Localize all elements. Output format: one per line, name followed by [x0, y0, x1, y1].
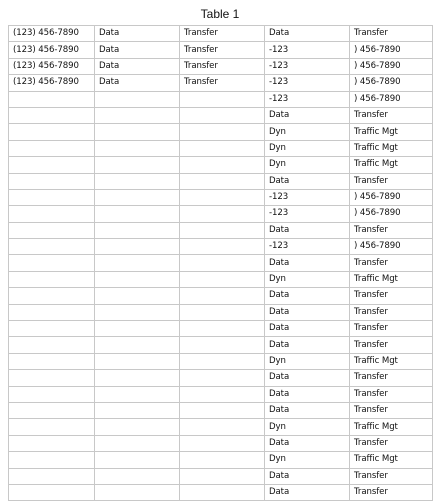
table-cell — [180, 386, 265, 402]
table-cell: ) 456-7890 — [350, 189, 433, 205]
table-cell: (123) 456-7890 — [9, 42, 95, 58]
table-cell — [95, 222, 180, 238]
table-cell: -123 — [265, 58, 350, 74]
table-cell: Transfer — [350, 370, 433, 386]
table-cell — [95, 337, 180, 353]
table-cell — [95, 157, 180, 173]
table-cell: Transfer — [180, 42, 265, 58]
table-cell — [9, 255, 95, 271]
table-cell: ) 456-7890 — [350, 42, 433, 58]
table-cell — [180, 206, 265, 222]
table-cell: Dyn — [265, 452, 350, 468]
table-cell — [9, 288, 95, 304]
table-cell — [95, 419, 180, 435]
table-cell: Data — [265, 402, 350, 418]
table-row — [9, 107, 433, 123]
table-cell — [9, 435, 95, 451]
table-cell — [180, 452, 265, 468]
table-row — [9, 452, 433, 468]
table-cell: Transfer — [350, 107, 433, 123]
table-cell: -123 — [265, 206, 350, 222]
table-cell: Data — [265, 386, 350, 402]
table-row — [9, 75, 433, 91]
table-cell: Transfer — [350, 288, 433, 304]
table-cell: Transfer — [350, 304, 433, 320]
table-row — [9, 206, 433, 222]
table-cell: -123 — [265, 42, 350, 58]
table-row — [9, 173, 433, 189]
table-cell — [180, 304, 265, 320]
table-cell — [180, 370, 265, 386]
table-cell: Data — [265, 26, 350, 42]
table-cell — [95, 435, 180, 451]
table-cell — [95, 140, 180, 156]
table-cell: Traffic Mgt — [350, 353, 433, 369]
table-cell — [95, 402, 180, 418]
table-row — [9, 124, 433, 140]
table-cell: Data — [95, 58, 180, 74]
table-cell: Transfer — [350, 484, 433, 500]
table-cell: Dyn — [265, 157, 350, 173]
table-cell — [180, 402, 265, 418]
table-cell: Data — [265, 484, 350, 500]
table-cell — [95, 91, 180, 107]
table-cell: Dyn — [265, 419, 350, 435]
table-cell — [9, 386, 95, 402]
table-row — [9, 337, 433, 353]
table-cell: Traffic Mgt — [350, 271, 433, 287]
table-cell — [9, 173, 95, 189]
table-cell — [180, 157, 265, 173]
table-cell — [95, 124, 180, 140]
table-cell: (123) 456-7890 — [9, 26, 95, 42]
table-cell — [9, 468, 95, 484]
table-cell: -123 — [265, 239, 350, 255]
table-cell: ) 456-7890 — [350, 75, 433, 91]
table-cell — [95, 484, 180, 500]
table-cell: Transfer — [180, 26, 265, 42]
table-cell: (123) 456-7890 — [9, 75, 95, 91]
table-cell — [95, 304, 180, 320]
table-cell: Dyn — [265, 124, 350, 140]
table-cell: (123) 456-7890 — [9, 58, 95, 74]
table-cell: Transfer — [350, 468, 433, 484]
table-cell — [180, 271, 265, 287]
table-cell: Data — [265, 288, 350, 304]
table-cell — [9, 419, 95, 435]
table-cell — [95, 353, 180, 369]
table-cell: -123 — [265, 75, 350, 91]
table-body — [9, 26, 433, 501]
table-row — [9, 288, 433, 304]
table-cell — [95, 468, 180, 484]
table-cell — [180, 173, 265, 189]
table-cell — [180, 140, 265, 156]
table-row — [9, 304, 433, 320]
table-cell — [95, 370, 180, 386]
table-cell — [9, 337, 95, 353]
table-title: Table 1 — [200, 7, 240, 21]
table-row — [9, 255, 433, 271]
table-cell — [9, 91, 95, 107]
table-row — [9, 386, 433, 402]
table-cell: Data — [265, 321, 350, 337]
table-cell — [180, 239, 265, 255]
table-row — [9, 42, 433, 58]
table-cell: -123 — [265, 91, 350, 107]
table-cell — [95, 107, 180, 123]
table-row — [9, 419, 433, 435]
table-row — [9, 189, 433, 205]
table-cell: Dyn — [265, 140, 350, 156]
table-cell: Data — [95, 26, 180, 42]
table-cell — [180, 91, 265, 107]
table-cell: Transfer — [350, 337, 433, 353]
table-cell — [9, 321, 95, 337]
table-row — [9, 468, 433, 484]
table-cell — [9, 124, 95, 140]
table-cell — [9, 304, 95, 320]
table-cell — [180, 189, 265, 205]
table-cell — [9, 353, 95, 369]
table-row — [9, 91, 433, 107]
table-cell — [180, 419, 265, 435]
table-cell — [9, 222, 95, 238]
table-row — [9, 157, 433, 173]
table-cell — [95, 452, 180, 468]
table-cell — [9, 370, 95, 386]
table-row — [9, 271, 433, 287]
table-cell — [95, 189, 180, 205]
table-cell: Traffic Mgt — [350, 124, 433, 140]
table-row — [9, 58, 433, 74]
table-row — [9, 435, 433, 451]
table-cell — [180, 468, 265, 484]
table-cell: Data — [265, 173, 350, 189]
table-row — [9, 222, 433, 238]
table-cell: Transfer — [350, 173, 433, 189]
table-cell — [9, 452, 95, 468]
table-row — [9, 140, 433, 156]
table-cell: Transfer — [350, 255, 433, 271]
table-row — [9, 26, 433, 42]
table-cell: Traffic Mgt — [350, 140, 433, 156]
table-cell — [9, 107, 95, 123]
table-row — [9, 484, 433, 500]
table-cell: Traffic Mgt — [350, 419, 433, 435]
table-cell: ) 456-7890 — [350, 91, 433, 107]
table-cell: Transfer — [180, 58, 265, 74]
table-row — [9, 239, 433, 255]
table-cell: Traffic Mgt — [350, 157, 433, 173]
table-cell: Transfer — [350, 402, 433, 418]
table-cell — [180, 484, 265, 500]
table-cell: Data — [265, 435, 350, 451]
table-cell — [9, 402, 95, 418]
table-cell: Traffic Mgt — [350, 452, 433, 468]
table-cell — [9, 189, 95, 205]
data-table — [8, 25, 433, 501]
table-cell: ) 456-7890 — [350, 58, 433, 74]
table-cell: Data — [95, 42, 180, 58]
table-cell: Data — [265, 370, 350, 386]
table-cell: Transfer — [350, 222, 433, 238]
table-cell: Data — [265, 468, 350, 484]
table-cell — [95, 173, 180, 189]
table-cell: Transfer — [350, 321, 433, 337]
table-cell — [180, 321, 265, 337]
table-cell: Transfer — [350, 26, 433, 42]
table-cell — [180, 353, 265, 369]
table-cell — [9, 239, 95, 255]
table-cell: Transfer — [180, 75, 265, 91]
table-cell: ) 456-7890 — [350, 239, 433, 255]
table-cell — [9, 157, 95, 173]
table-cell — [9, 206, 95, 222]
table-cell: Dyn — [265, 271, 350, 287]
table-cell: Data — [265, 255, 350, 271]
table-cell: Transfer — [350, 435, 433, 451]
table-cell: -123 — [265, 189, 350, 205]
table-cell — [180, 222, 265, 238]
table-cell — [95, 239, 180, 255]
table-cell: ) 456-7890 — [350, 206, 433, 222]
table-row — [9, 402, 433, 418]
table-cell: Data — [265, 222, 350, 238]
table-cell: Dyn — [265, 353, 350, 369]
table-cell: Data — [265, 107, 350, 123]
table-row — [9, 321, 433, 337]
table-cell: Data — [265, 337, 350, 353]
table-cell: Transfer — [350, 386, 433, 402]
table-cell — [95, 386, 180, 402]
table-cell: Data — [95, 75, 180, 91]
table-row — [9, 370, 433, 386]
table-cell — [180, 107, 265, 123]
table-row — [9, 353, 433, 369]
table-cell — [180, 337, 265, 353]
table-cell — [180, 435, 265, 451]
table-cell — [95, 206, 180, 222]
table-cell — [95, 271, 180, 287]
table-cell — [9, 271, 95, 287]
table-cell — [95, 288, 180, 304]
table-cell — [180, 255, 265, 271]
table-cell — [180, 288, 265, 304]
table-cell — [9, 140, 95, 156]
table-cell — [95, 255, 180, 271]
table-cell — [9, 484, 95, 500]
table-cell — [180, 124, 265, 140]
table-cell: Data — [265, 304, 350, 320]
table-cell — [95, 321, 180, 337]
